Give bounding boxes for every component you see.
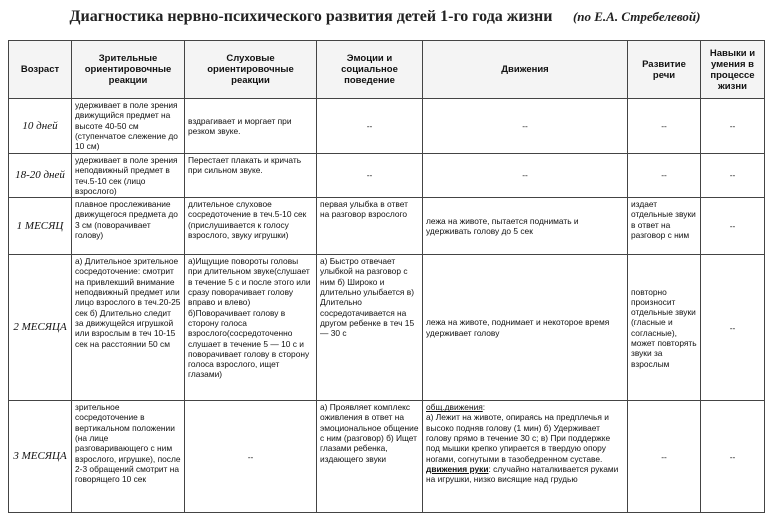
visual-cell: а) Длительное зрительное сосредоточение: смотрит на привлекший внимание неподвижный предмет или лицо взрослого в теч.20-25 сек б) Длительно следит за движущейся игрушкой или взрослым в теч 10-15 сек на расстоянии 50 см [72, 255, 185, 401]
visual-cell: удерживает в поле зрения движущийся предмет на высоте 40-50 см (ступенчатое слежение до 10 см) [72, 99, 185, 154]
auditory-cell: а)Ищущие повороты головы при длительном звуке(слушает в течение 5 с и после этого или сразу поворачивает голову вправо и влево) б)Поворачивает голову в сторону голоса взрослого(сосредоточенно слушает в течение 5 — 10 с и поворачивает голову в сторону голоса взрослого, ищет глазами) [185, 255, 317, 401]
visual-cell: плавное прослеживание движущегося предмета до 3 см (поворачивает голову) [72, 198, 185, 255]
movements-cell: -- [423, 154, 628, 198]
skills-cell: -- [701, 154, 765, 198]
movements-hands-text: : случайно наталкивается руками на игрушки, низко висящие над грудью [426, 463, 619, 485]
movements-hands-heading: движения руки [426, 463, 489, 474]
auditory-cell: -- [185, 401, 317, 513]
movements-general-heading: общ.движения [426, 402, 483, 413]
emotions-cell: -- [317, 154, 423, 198]
auditory-cell: длительное слуховое сосредоточение в теч.5-10 сек (прислушивается к голосу взрослого, звуку игрушки) [185, 198, 317, 255]
movements-general-text: а) Лежит на животе, опираясь на предплечья и высоко подняв голову (1 мин) б) Удерживает голову прямо в течение 30 с; в) При поддержке под мышки крепко упирается в твердую опору ногами, согнутыми в тазобедренном суставе. [426, 412, 611, 464]
header-age: Возраст [9, 41, 72, 99]
age-cell: 3 МЕСЯЦА [9, 401, 72, 513]
age-cell: 18-20 дней [9, 154, 72, 198]
table-row [9, 99, 765, 154]
title-text: Диагностика нервно-психического развития детей 1-го года жизни [69, 8, 553, 25]
speech-cell: -- [628, 154, 701, 198]
table-row [9, 198, 765, 255]
table-row [9, 401, 765, 513]
movements-cell: общ.движения: а) Лежит на животе, опираясь на предплечья и высоко подняв голову (1 мин) б) Удерживает голову прямо в течение 30 с; в) При поддержке под мышки крепко упирается в твердую опору ногами, согнутыми в тазобедренном суставе. движения руки: случайно наталкивается руками на игрушки, низко висящие над грудью [423, 401, 628, 513]
skills-cell: -- [701, 99, 765, 154]
emotions-cell: первая улыбка в ответ на разговор взрослого [317, 198, 423, 255]
speech-cell: повторно произносит отдельные звуки (гласные и согласные), может повторять звуки за взрослым [628, 255, 701, 401]
emotions-cell: а) Быстро отвечает улыбкой на разговор с ним б) Широко и длительно улыбается в) Длительно сосредотачивается на другом ребенке в теч 15 — 30 с [317, 255, 423, 401]
header-emotions: Эмоции и социальное поведение [317, 41, 423, 99]
movements-cell: лежа на животе, поднимает и некоторое время удерживает голову [423, 255, 628, 401]
age-cell: 1 МЕСЯЦ [9, 198, 72, 255]
auditory-cell: Перестает плакать и кричать при сильном звуке. [185, 154, 317, 198]
movements-cell: лежа на животе, пытается поднимать и удерживать голову до 5 сек [423, 198, 628, 255]
skills-cell: -- [701, 401, 765, 513]
development-table [8, 40, 765, 513]
auditory-cell: вздрагивает и моргает при резком звуке. [185, 99, 317, 154]
visual-cell: удерживает в поле зрения неподвижный предмет в теч.5-10 сек (лицо взрослого) [72, 154, 185, 198]
age-cell: 10 дней [9, 99, 72, 154]
table-header-row [9, 41, 765, 99]
visual-cell: зрительное сосредоточение в вертикальном положении (на лице разговаривающего с ним взрослого, игрушке), после 2-3 обращений смотрит на говорящего 10 сек [72, 401, 185, 513]
header-visual: Зрительные ориентировочные реакции [72, 41, 185, 99]
skills-cell: -- [701, 198, 765, 255]
age-cell: 2 МЕСЯЦА [9, 255, 72, 401]
speech-cell: -- [628, 401, 701, 513]
speech-cell: издает отдельные звуки в ответ на разговор с ним [628, 198, 701, 255]
author-text: (по Е.А. Стребелевой) [572, 9, 701, 24]
table-row [9, 255, 765, 401]
table-row [9, 154, 765, 198]
document-title [0, 8, 770, 26]
header-speech: Развитие речи [628, 41, 701, 99]
header-skills: Навыки и умения в процессе жизни [701, 41, 765, 99]
header-auditory: Слуховые ориентировочные реакции [185, 41, 317, 99]
emotions-cell: -- [317, 99, 423, 154]
emotions-cell: а) Проявляет комплекс оживления в ответ на эмоциональное общение с ним (разговор) б) Ищет глазами ребенка, издающего звуки [317, 401, 423, 513]
skills-cell: -- [701, 255, 765, 401]
movements-cell: -- [423, 99, 628, 154]
header-movements: Движения [423, 41, 628, 99]
speech-cell: -- [628, 99, 701, 154]
